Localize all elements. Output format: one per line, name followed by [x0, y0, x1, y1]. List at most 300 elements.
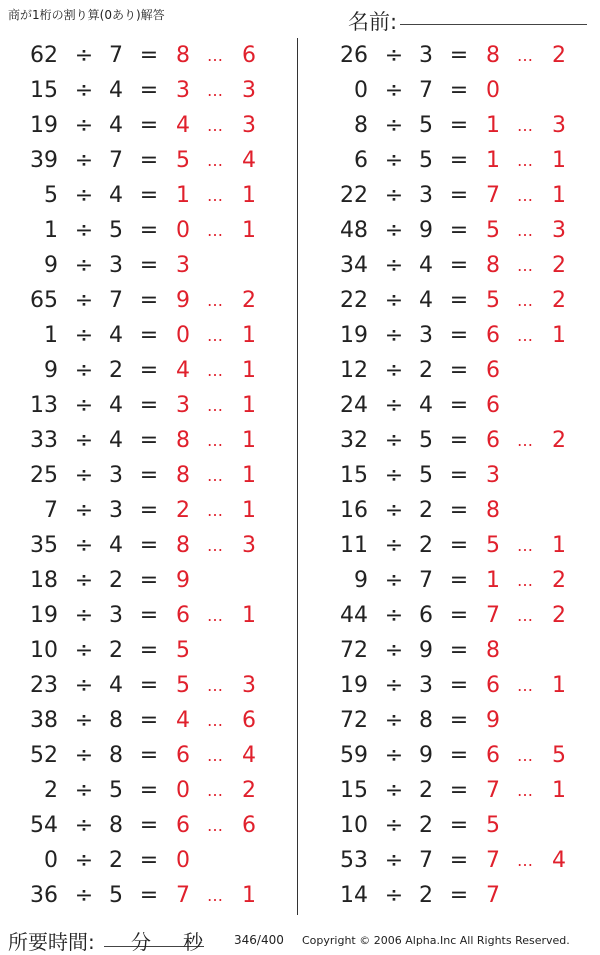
quotient: 8: [486, 43, 500, 68]
equals-sign: =: [139, 393, 159, 418]
problem-row: [0, 563, 290, 598]
equals-sign: =: [449, 603, 469, 628]
quotient: 0: [176, 218, 190, 243]
quotient: 1: [176, 183, 190, 208]
problem-row: [0, 703, 290, 738]
remainder: 4: [552, 848, 566, 873]
division-sign: ÷: [384, 743, 404, 768]
dividend: 10: [30, 638, 58, 663]
dividend: 9: [354, 568, 368, 593]
division-sign: ÷: [74, 498, 94, 523]
remainder: 3: [242, 673, 256, 698]
dividend: 7: [44, 498, 58, 523]
quotient: 7: [486, 883, 500, 908]
divisor: 9: [419, 638, 433, 663]
remainder-dots: …: [517, 781, 533, 800]
problem-row: [310, 633, 600, 668]
remainder-dots: …: [517, 326, 533, 345]
problem-row: [310, 493, 600, 528]
remainder-dots: …: [517, 431, 533, 450]
dividend: 26: [340, 43, 368, 68]
time-label: 所要時間:: [8, 930, 95, 954]
remainder-dots: …: [517, 746, 533, 765]
dividend: 72: [340, 708, 368, 733]
divisor: 7: [109, 43, 123, 68]
dividend: 10: [340, 813, 368, 838]
division-sign: ÷: [384, 533, 404, 558]
quotient: 5: [486, 218, 500, 243]
remainder: 1: [242, 393, 256, 418]
division-sign: ÷: [384, 218, 404, 243]
remainder: 1: [242, 323, 256, 348]
division-sign: ÷: [74, 253, 94, 278]
minutes-label: 分: [131, 930, 151, 954]
quotient: 1: [486, 568, 500, 593]
problem-row: [310, 458, 600, 493]
remainder: 1: [552, 183, 566, 208]
quotient: 4: [176, 358, 190, 383]
divisor: 7: [109, 288, 123, 313]
quotient: 8: [176, 428, 190, 453]
division-sign: ÷: [74, 323, 94, 348]
problem-row: [0, 668, 290, 703]
worksheet-title: 商が1桁の割り算(0あり)解答: [8, 8, 165, 22]
division-sign: ÷: [384, 323, 404, 348]
remainder-dots: …: [207, 816, 223, 835]
division-sign: ÷: [384, 148, 404, 173]
equals-sign: =: [139, 253, 159, 278]
quotient: 5: [176, 673, 190, 698]
problem-row: [310, 213, 600, 248]
remainder: 3: [242, 113, 256, 138]
remainder-dots: …: [517, 221, 533, 240]
problem-row: [310, 248, 600, 283]
dividend: 9: [44, 358, 58, 383]
divisor: 4: [109, 393, 123, 418]
problem-row: [0, 213, 290, 248]
remainder-dots: …: [207, 81, 223, 100]
division-sign: ÷: [384, 778, 404, 803]
remainder-dots: …: [207, 186, 223, 205]
problem-row: [310, 318, 600, 353]
equals-sign: =: [449, 148, 469, 173]
dividend: 19: [30, 603, 58, 628]
quotient: 7: [486, 603, 500, 628]
quotient: 6: [486, 743, 500, 768]
remainder-dots: …: [207, 501, 223, 520]
equals-sign: =: [449, 813, 469, 838]
division-sign: ÷: [384, 253, 404, 278]
quotient: 8: [176, 43, 190, 68]
quotient: 5: [176, 148, 190, 173]
problem-row: [0, 353, 290, 388]
divisor: 3: [109, 603, 123, 628]
division-sign: ÷: [384, 848, 404, 873]
dividend: 14: [340, 883, 368, 908]
divisor: 6: [419, 603, 433, 628]
quotient: 6: [176, 813, 190, 838]
remainder-dots: …: [207, 886, 223, 905]
dividend: 36: [30, 883, 58, 908]
division-sign: ÷: [384, 183, 404, 208]
dividend: 53: [340, 848, 368, 873]
equals-sign: =: [449, 113, 469, 138]
problem-row: [310, 38, 600, 73]
equals-sign: =: [449, 498, 469, 523]
division-sign: ÷: [74, 848, 94, 873]
remainder: 1: [552, 148, 566, 173]
problem-row: [310, 878, 600, 913]
quotient: 8: [486, 253, 500, 278]
equals-sign: =: [449, 288, 469, 313]
quotient: 4: [176, 113, 190, 138]
division-sign: ÷: [384, 673, 404, 698]
problem-row: [0, 738, 290, 773]
dividend: 18: [30, 568, 58, 593]
equals-sign: =: [449, 463, 469, 488]
remainder: 6: [242, 708, 256, 733]
divisor: 3: [419, 323, 433, 348]
dividend: 52: [30, 743, 58, 768]
quotient: 9: [176, 568, 190, 593]
remainder-dots: …: [207, 711, 223, 730]
equals-sign: =: [449, 393, 469, 418]
remainder-dots: …: [517, 851, 533, 870]
column-divider: [297, 38, 298, 915]
divisor: 4: [419, 288, 433, 313]
equals-sign: =: [139, 323, 159, 348]
quotient: 7: [486, 183, 500, 208]
dividend: 15: [30, 78, 58, 103]
dividend: 32: [340, 428, 368, 453]
problem-row: [0, 178, 290, 213]
remainder-dots: …: [517, 291, 533, 310]
problem-row: [0, 843, 290, 878]
remainder: 2: [552, 253, 566, 278]
divisor: 3: [419, 183, 433, 208]
dividend: 33: [30, 428, 58, 453]
division-sign: ÷: [74, 708, 94, 733]
remainder-dots: …: [207, 326, 223, 345]
problem-row: [0, 388, 290, 423]
remainder-dots: …: [207, 431, 223, 450]
dividend: 34: [340, 253, 368, 278]
remainder: 1: [242, 218, 256, 243]
remainder-dots: …: [207, 396, 223, 415]
divisor: 8: [109, 743, 123, 768]
equals-sign: =: [139, 743, 159, 768]
divisor: 2: [419, 533, 433, 558]
problem-row: [0, 773, 290, 808]
quotient: 9: [486, 708, 500, 733]
problem-row: [0, 598, 290, 633]
divisor: 4: [109, 78, 123, 103]
division-sign: ÷: [74, 43, 94, 68]
equals-sign: =: [449, 218, 469, 243]
divisor: 2: [109, 568, 123, 593]
remainder: 2: [552, 568, 566, 593]
dividend: 19: [30, 113, 58, 138]
equals-sign: =: [139, 533, 159, 558]
remainder-dots: …: [517, 116, 533, 135]
quotient: 3: [176, 253, 190, 278]
dividend: 24: [340, 393, 368, 418]
division-sign: ÷: [384, 428, 404, 453]
dividend: 72: [340, 638, 368, 663]
problem-row: [0, 633, 290, 668]
remainder: 1: [242, 883, 256, 908]
division-sign: ÷: [384, 78, 404, 103]
quotient: 1: [486, 148, 500, 173]
name-line[interactable]: [400, 24, 587, 25]
divisor: 3: [419, 673, 433, 698]
quotient: 8: [176, 533, 190, 558]
division-sign: ÷: [74, 78, 94, 103]
quotient: 6: [486, 323, 500, 348]
quotient: 9: [176, 288, 190, 313]
problem-row: [310, 388, 600, 423]
equals-sign: =: [139, 603, 159, 628]
remainder: 4: [242, 743, 256, 768]
quotient: 0: [176, 778, 190, 803]
division-sign: ÷: [384, 708, 404, 733]
division-sign: ÷: [74, 533, 94, 558]
equals-sign: =: [139, 568, 159, 593]
remainder: 3: [552, 218, 566, 243]
divisor: 4: [109, 533, 123, 558]
remainder: 4: [242, 148, 256, 173]
remainder: 1: [552, 673, 566, 698]
quotient: 2: [176, 498, 190, 523]
division-sign: ÷: [74, 113, 94, 138]
dividend: 44: [340, 603, 368, 628]
equals-sign: =: [449, 743, 469, 768]
division-sign: ÷: [74, 288, 94, 313]
divisor: 2: [419, 498, 433, 523]
remainder-dots: …: [207, 781, 223, 800]
problem-row: [310, 423, 600, 458]
equals-sign: =: [139, 78, 159, 103]
remainder: 1: [242, 428, 256, 453]
problem-row: [0, 318, 290, 353]
divisor: 8: [109, 708, 123, 733]
quotient: 7: [176, 883, 190, 908]
problem-row: [310, 353, 600, 388]
quotient: 4: [176, 708, 190, 733]
remainder: 1: [242, 603, 256, 628]
remainder: 1: [552, 323, 566, 348]
divisor: 9: [419, 218, 433, 243]
division-sign: ÷: [74, 218, 94, 243]
divisor: 4: [419, 253, 433, 278]
divisor: 4: [419, 393, 433, 418]
remainder-dots: …: [517, 256, 533, 275]
division-sign: ÷: [384, 813, 404, 838]
problem-row: [310, 178, 600, 213]
divisor: 4: [109, 113, 123, 138]
equals-sign: =: [139, 638, 159, 663]
remainder-dots: …: [517, 676, 533, 695]
dividend: 11: [340, 533, 368, 558]
remainder-dots: …: [517, 571, 533, 590]
problem-row: [310, 563, 600, 598]
dividend: 5: [44, 183, 58, 208]
equals-sign: =: [449, 778, 469, 803]
dividend: 0: [44, 848, 58, 873]
equals-sign: =: [449, 323, 469, 348]
dividend: 1: [44, 218, 58, 243]
problem-row: [0, 423, 290, 458]
dividend: 16: [340, 498, 368, 523]
divisor: 2: [109, 848, 123, 873]
division-sign: ÷: [384, 393, 404, 418]
quotient: 6: [176, 743, 190, 768]
remainder-dots: …: [207, 46, 223, 65]
quotient: 5: [486, 533, 500, 558]
division-sign: ÷: [74, 358, 94, 383]
remainder-dots: …: [207, 116, 223, 135]
divisor: 5: [419, 148, 433, 173]
dividend: 62: [30, 43, 58, 68]
remainder: 2: [242, 288, 256, 313]
equals-sign: =: [139, 288, 159, 313]
division-sign: ÷: [384, 463, 404, 488]
problem-row: [310, 283, 600, 318]
left-column: [0, 38, 290, 913]
divisor: 5: [419, 428, 433, 453]
dividend: 8: [354, 113, 368, 138]
copyright: Copyright © 2006 Alpha.Inc All Rights Reserved.: [302, 934, 570, 947]
quotient: 8: [486, 498, 500, 523]
divisor: 4: [109, 673, 123, 698]
divisor: 2: [109, 358, 123, 383]
quotient: 3: [176, 393, 190, 418]
remainder: 2: [242, 778, 256, 803]
equals-sign: =: [449, 358, 469, 383]
remainder: 1: [242, 463, 256, 488]
equals-sign: =: [139, 183, 159, 208]
quotient: 0: [176, 323, 190, 348]
divisor: 5: [109, 883, 123, 908]
remainder: 3: [552, 113, 566, 138]
problem-row: [310, 73, 600, 108]
dividend: 15: [340, 778, 368, 803]
problem-row: [310, 773, 600, 808]
divisor: 7: [109, 148, 123, 173]
problem-row: [0, 108, 290, 143]
quotient: 1: [486, 113, 500, 138]
equals-sign: =: [139, 428, 159, 453]
equals-sign: =: [449, 708, 469, 733]
divisor: 5: [419, 463, 433, 488]
equals-sign: =: [139, 778, 159, 803]
remainder: 3: [242, 533, 256, 558]
problem-row: [0, 808, 290, 843]
dividend: 19: [340, 323, 368, 348]
divisor: 7: [419, 568, 433, 593]
remainder-dots: …: [207, 746, 223, 765]
problem-row: [0, 143, 290, 178]
dividend: 12: [340, 358, 368, 383]
remainder-dots: …: [207, 536, 223, 555]
division-sign: ÷: [74, 568, 94, 593]
problem-row: [310, 668, 600, 703]
equals-sign: =: [449, 43, 469, 68]
divisor: 5: [419, 113, 433, 138]
divisor: 4: [109, 323, 123, 348]
problem-row: [0, 878, 290, 913]
remainder: 2: [552, 603, 566, 628]
quotient: 3: [176, 78, 190, 103]
equals-sign: =: [449, 673, 469, 698]
quotient: 8: [176, 463, 190, 488]
dividend: 9: [44, 253, 58, 278]
equals-sign: =: [139, 498, 159, 523]
remainder: 2: [552, 43, 566, 68]
remainder-dots: …: [207, 221, 223, 240]
equals-sign: =: [449, 848, 469, 873]
dividend: 38: [30, 708, 58, 733]
quotient: 6: [486, 673, 500, 698]
remainder-dots: …: [207, 151, 223, 170]
equals-sign: =: [139, 848, 159, 873]
division-sign: ÷: [384, 113, 404, 138]
divisor: 2: [109, 638, 123, 663]
division-sign: ÷: [74, 428, 94, 453]
equals-sign: =: [449, 78, 469, 103]
division-sign: ÷: [74, 813, 94, 838]
quotient: 6: [486, 358, 500, 383]
divisor: 8: [109, 813, 123, 838]
problem-row: [310, 528, 600, 563]
problem-row: [0, 283, 290, 318]
division-sign: ÷: [74, 603, 94, 628]
remainder-dots: …: [517, 46, 533, 65]
remainder: 6: [242, 43, 256, 68]
equals-sign: =: [449, 883, 469, 908]
remainder: 5: [552, 743, 566, 768]
problem-row: [0, 493, 290, 528]
remainder-dots: …: [517, 186, 533, 205]
dividend: 13: [30, 393, 58, 418]
equals-sign: =: [449, 638, 469, 663]
dividend: 35: [30, 533, 58, 558]
dividend: 6: [354, 148, 368, 173]
remainder: 1: [242, 183, 256, 208]
divisor: 8: [419, 708, 433, 733]
remainder: 2: [552, 288, 566, 313]
problem-row: [0, 73, 290, 108]
divisor: 7: [419, 848, 433, 873]
dividend: 23: [30, 673, 58, 698]
quotient: 6: [486, 393, 500, 418]
division-sign: ÷: [74, 463, 94, 488]
remainder: 1: [552, 778, 566, 803]
remainder-dots: …: [207, 361, 223, 380]
division-sign: ÷: [384, 358, 404, 383]
division-sign: ÷: [384, 43, 404, 68]
divisor: 9: [419, 743, 433, 768]
quotient: 3: [486, 463, 500, 488]
problem-row: [0, 248, 290, 283]
remainder-dots: …: [517, 151, 533, 170]
division-sign: ÷: [74, 743, 94, 768]
problem-row: [310, 143, 600, 178]
division-sign: ÷: [384, 603, 404, 628]
quotient: 7: [486, 778, 500, 803]
remainder-dots: …: [207, 291, 223, 310]
divisor: 4: [109, 428, 123, 453]
